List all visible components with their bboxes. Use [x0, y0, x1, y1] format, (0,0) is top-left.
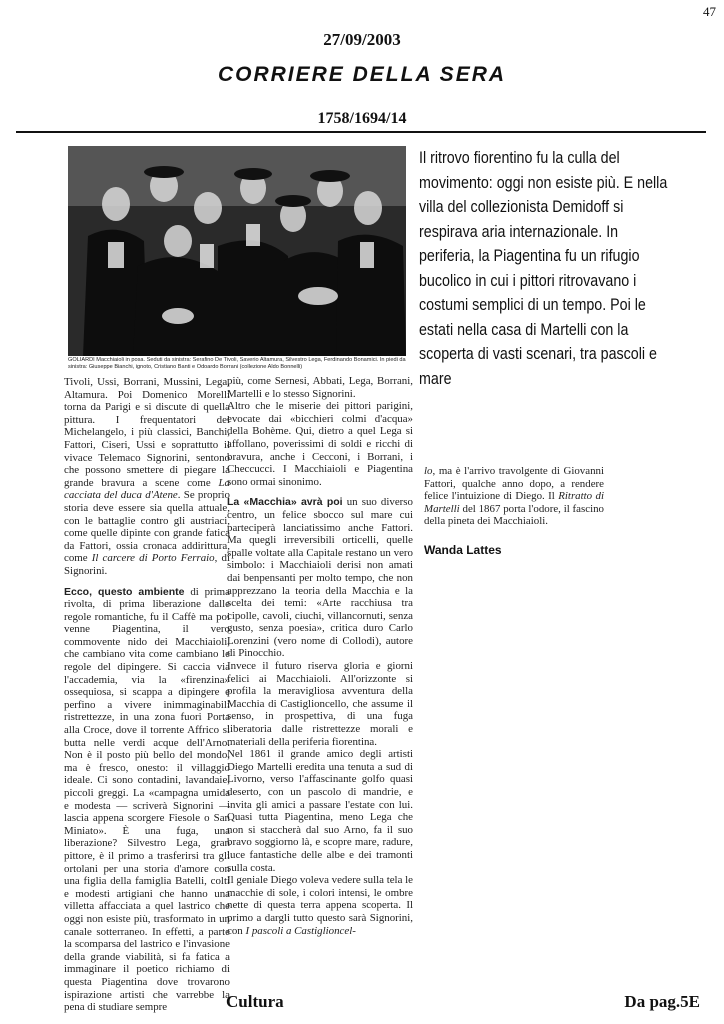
clipping-code: 1758/1694/14 — [317, 110, 407, 127]
paragraph: Tivoli, Ussi, Borrani, Mussini, Lega, Altamura. Poi Domenico Morelli torna da Parigi e si discute di quella pittura. I frequentatori del Michelangelo, i più classici, Banchi, Fattori, Ciseri, Ussi e soprattutto il vivace Telemaco Signorini, sentono che possono smettere di piegare la grande bravura a scene come La cacciata del duca d'Atene. Se proprio storia deve essere sia quella attuale, con le battaglie contro gli austriaci, come quelle dipinte con grande fatica da Fattori, ossia cronaca addirittura, come Il carcere di Porto Ferraio, di Signorini. — [64, 376, 230, 577]
photo-illustration — [68, 146, 406, 356]
article-column-3 — [424, 465, 604, 528]
page-number: 47 — [703, 4, 716, 19]
photo-caption: GOLIARDI Macchiaioli in posa. Seduti da sinistra: Serafino De Tivoli, Saverio Altamura, Silvestro Lega, Ferdinando Bonamici. In piedi da sinistra: Giuseppe Bianchi, ignoto, Cristiano Banti e Odoardo Borrani (collezione Aldo Bonnelli) — [68, 357, 406, 370]
paragraph: più, come Sernesi, Abbati, Lega, Borrani, Martelli e lo stesso Signorini. — [227, 375, 413, 400]
newspaper-name: CORRIERE DELLA SERA — [217, 63, 507, 86]
paragraph: Altro che le miserie dei pittori parigini, evocate dai «bicchieri colmi d'acqua» della Bohème. Qui, dietro a quel Lega si affollano, poverissimi di soldi e ricchi di bravura, anche i Cecconi, i Borrani, i Checcucci. I Macchiaioli e Piagentina sono ormai sinonimo. — [227, 400, 413, 488]
paragraph: La «Macchia» avrà poi un suo diverso centro, un felice sbocco sul mare cui parteciperà lanciatissimo anche Fattori. Ma quegli irreversibili orticelli, quelle spalle voltate alla Capitale restano un vero simbolo: i Macchiaioli derisi non amati dai benpensanti per molto tempo, che non apprezzano la teoria della Macchia e la scelta dei temi: «Arte racchiusa tra cipolle, cavoli, ciuchi, villancornuti, senza gusto, senza poesia», critica duro Carlo Lorenzini (vero nome di Collodi), autore di Pinocchio. — [227, 496, 413, 660]
pull-quote: Il ritrovo fiorentino fu la culla del movimento: oggi non esiste più. E nella villa del collezionista Demidoff si respirava aria internazionale. In periferia, la Piagentina fu un rifugio bucolico in cui i pittori ritrovavano i costumi semplici di un tempo. Poi le estati nella casa di Martelli con la scoperta di vasti scenari, tra pascoli e mare — [419, 148, 668, 388]
paragraph: Invece il futuro riserva gloria e giorni felici ai Macchiaioli. All'orizzonte si profila la meravigliosa avventura della Macchia di Castiglioncello, che assume il senso, in prospettiva, di una fuga liberatoria dalle ristrettezze morali e materiali della periferia fiorentina. — [227, 660, 413, 748]
article-column-1 — [64, 376, 230, 1014]
paragraph-lead: La «Macchia» avrà poi — [227, 496, 343, 509]
author-byline: Wanda Lattes — [424, 543, 502, 557]
artwork-title: I pascoli a Castiglioncel- — [245, 924, 356, 937]
section-label: Cultura — [226, 992, 284, 1011]
header-rule — [16, 131, 706, 133]
artwork-title: La cacciata del duca d'Atene — [64, 476, 230, 502]
paragraph: Il geniale Diego voleva vedere sulla tela le macchie di sole, i colori intensi, le ombre nette di questa terra appena scoperta. Il primo a dargli tutto questo sarà Signorini, con I pascoli a Castiglioncel- — [227, 874, 413, 937]
continued-from: Da pag.5E — [624, 992, 700, 1011]
paragraph: Ecco, questo ambiente di prima rivolta, di prima liberazione dalle regole romantiche, fu il Caffè ma poi venne Piagentina, il vero commovente nido dei Macchiaioli, che cambiano vita come cambiano le regole del dipingere. Si caccia via l'accademia, via la «firenzina» ossequiosa, si scappa a dipingere e perfino a vivere inimmaginabili ristrettezze, in una zona fuori Porta alla Croce, dove il torrente Affrico si butta nelle verdi acque dell'Arno. Non è il posto più bello del mondo, ma è fresco, onesto: il villaggio ideale. Ci sono contadini, lavandaie, piccoli greggi. La «campagna umida e modesta — scriverà Signorini — lascia appena scorgere Fiesole o San Miniato». È una fuga, una liberazione? Silvestro Lega, gran pittore, è il primo a trasferirsi tra gli ortolani per una storia d'amore con una figlia della famiglia Batelli, colti e modesti artigiani che hanno una villetta affacciata a quel lastrico che oggi non esiste più, trasformato in un canale sotterraneo. In effetti, a parte la scomparsa del lastrico e l'invasione della grande viabilità, si fa fatica a immaginare il poetico richiamo di questa Piagentina dove trovarono ispirazione artisti che varrebbe la pena di studiare sempre — [64, 585, 230, 1014]
article-column-2 — [227, 375, 413, 937]
article-date: 27/09/2003 — [323, 30, 401, 49]
paragraph: Nel 1861 il grande amico degli artisti Diego Martelli eredita una tenuta a sud di Livorno, verso l'affascinante golfo quasi deserto, con un pascolo di mandrie, e invita gli amici a passare l'estate con lui. Quasi tutta Piagentina, meno Lega che non si staccherà dal suo Arno, fa il suo bravo soggiorno là, e scopre mare, radure, luce fantastiche delle albe e dei tramonti sulla costa. — [227, 748, 413, 874]
paragraph-lead: Ecco, questo ambiente — [64, 585, 185, 598]
artwork-title: Ritratto di Martelli — [424, 490, 604, 515]
artwork-title: Il carcere di Porto Ferraio — [91, 552, 215, 565]
group-photo — [68, 146, 406, 356]
paragraph: lo, ma è l'arrivo travolgente di Giovanni Fattori, qualche anno dopo, a rendere felice l'intuizione di Diego. Il Ritratto di Martelli del 1867 porta l'odore, il fascino della pineta dei Macchiaioli. — [424, 465, 604, 528]
